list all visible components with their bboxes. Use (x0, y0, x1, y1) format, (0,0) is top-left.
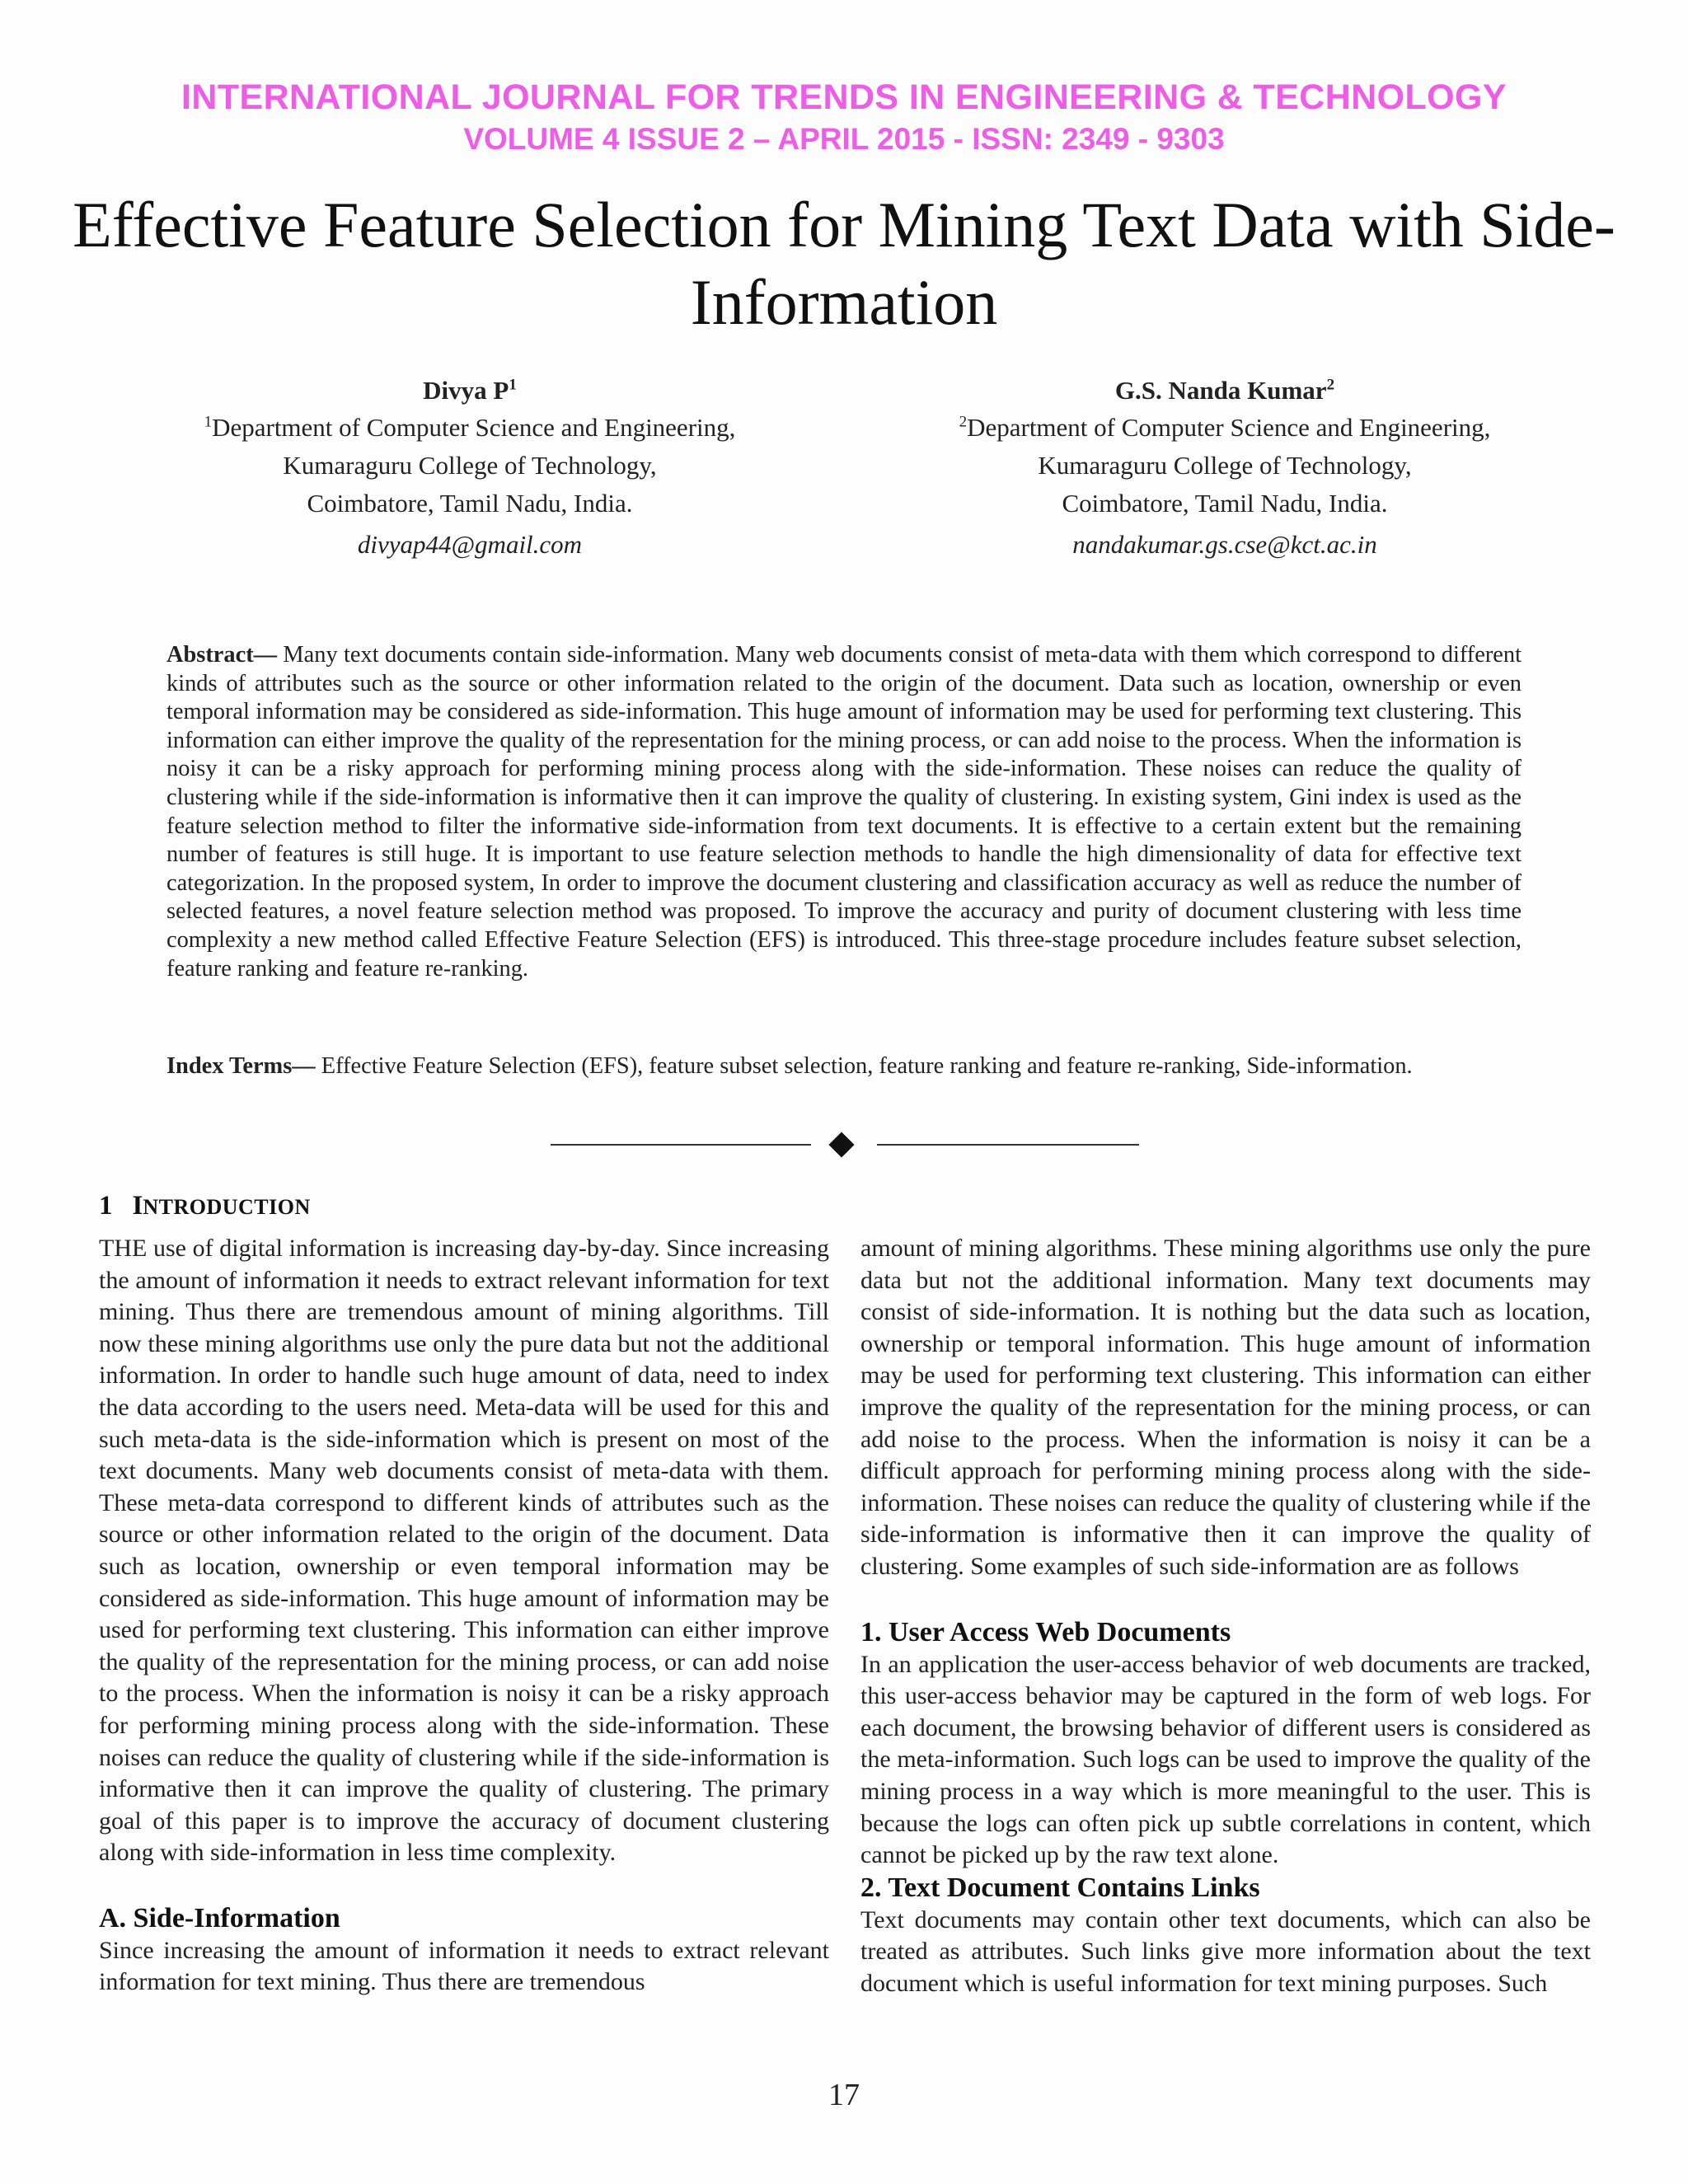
continued-paragraph: amount of mining algorithms. These mining algorithms use only the pure data but not the additional information. Many text documents may consist of side-information. It is nothing but the data such as location, ownership or temporal information. This huge amount of information may be used for performing text clustering. This information can either improve the quality of the representation for the mining process, or can add noise to the process. When the information is noisy it can be a difficult approach for performing mining process along with the side-information. These noises can reduce the quality of clustering while if the side-information is informative then it can improve the quality of clustering. Some examples of such side-information are as follows (860, 1235, 1591, 1580)
journal-name: INTERNATIONAL JOURNAL FOR TRENDS IN ENGINEERING & TECHNOLOGY (181, 77, 1507, 117)
index-terms (166, 1052, 1522, 1081)
divider-rule-left (551, 1144, 811, 1146)
journal-issue: VOLUME 4 ISSUE 2 – APRIL 2015 - ISSN: 2349 - 9303 (463, 122, 1225, 156)
author-name (99, 373, 841, 409)
abstract-label: Abstract— (166, 642, 278, 668)
intro-paragraph (99, 1233, 829, 1869)
divider-rule-right (877, 1144, 1139, 1146)
subsection-heading-side-information: A. Side-Information (99, 1902, 340, 1933)
item-heading-user-access: 1. User Access Web Documents (860, 1616, 1231, 1647)
author-name-text: Divya P (423, 376, 509, 405)
item-paragraph-user-access: In an application the user-access behavior of web documents are tracked, this user-access behavior may be captured in the form of web logs. For each document, the browsing behavior of different users is considered as the meta-information. Such logs can be used to improve the quality of the mining process in a way which is more meaningful to the user. This is because the logs can often pick up subtle correlations in content, which cannot be picked up by the raw text alone. (860, 1650, 1591, 1869)
page-number: 17 (828, 2078, 860, 2112)
section-divider (0, 1129, 1688, 1162)
department-text: Department of Computer Science and Engineering, (212, 413, 736, 442)
author-college: Kumaraguru College of Technology, (283, 451, 657, 480)
author-block-2 (854, 373, 1596, 564)
index-terms-text: Effective Feature Selection (EFS), feature subset selection, feature ranking and feature re-ranking, Side-information. (321, 1053, 1413, 1079)
paper-title: Effective Feature Selection for Mining Text Data with Side-Information (73, 189, 1615, 338)
author-department (854, 409, 1596, 447)
affiliation-superscript: 1 (204, 413, 213, 431)
section-title-initial: I (132, 1191, 143, 1221)
right-column (860, 1233, 1591, 1999)
spacer (860, 1583, 1591, 1616)
section-title-rest: NTRODUCTION (143, 1195, 311, 1219)
section-heading-introduction (99, 1189, 311, 1224)
author-location: Coimbatore, Tamil Nadu, India. (1062, 489, 1388, 518)
abstract-text: Many text documents contain side-information. Many web documents consist of meta-data with them which correspond to different kinds of attributes such as the source or other information related to the origin of the document. Data such as location, ownership or even temporal information may be considered as side-information. This huge amount of information may be used for performing text clustering. This information can either improve the quality of the representation for the mining process, or can add noise to the process. When the information is noisy it can be a risky approach for performing mining process along with the side-information. These noises can reduce the quality of clustering while if the side-information is informative then it can improve the quality of clustering. In existing system, Gini index is used as the feature selection method to filter the informative side-information from text documents. It is effective to a certain extent but the remaining number of features is still huge. It is important to use feature selection methods to handle the high dimensionality of data for effective text categorization. In the proposed system, In order to improve the document clustering and classification accuracy as well as reduce the number of selected features, a novel feature selection method was proposed. To improve the accuracy and purity of document clustering with less time complexity a new method called Effective Feature Selection (EFS) is introduced. This three-stage procedure includes feature subset selection, feature ranking and feature re-ranking. (166, 642, 1522, 982)
index-terms-label: Index Terms— (166, 1053, 316, 1079)
item-paragraph-links: Text documents may contain other text documents, which can also be treated as attributes. Such links give more information about the text document which is useful information for text mining purposes. Such (860, 1905, 1591, 1997)
drop-cap: T (99, 1235, 115, 1262)
author-name-text: G.S. Nanda Kumar (1114, 376, 1327, 405)
abstract (166, 641, 1522, 983)
author-location: Coimbatore, Tamil Nadu, India. (307, 489, 633, 518)
left-column (99, 1233, 829, 1999)
author-superscript: 2 (1326, 376, 1335, 394)
author-name (854, 373, 1596, 409)
department-text: Department of Computer Science and Engineering, (967, 413, 1491, 442)
diamond-icon (828, 1132, 854, 1157)
section-number: 1 (99, 1191, 113, 1221)
subsection-paragraph: Since increasing the amount of information it needs to extract relevant information for text mining. Thus there are tremendous (99, 1936, 829, 1996)
author-college: Kumaraguru College of Technology, (1038, 451, 1412, 480)
spacer (99, 1869, 829, 1902)
author-superscript: 1 (509, 376, 517, 394)
affiliation-superscript: 2 (959, 413, 968, 431)
author-block-1 (99, 373, 841, 564)
intro-paragraph-text: HE use of digital information is increasing day-by-day. Since increasing the amount of information it needs to extract relevant information for text mining. Thus there are tremendous amount of mining algorithms. Till now these mining algorithms use only the pure data but not the additional information. In order to handle such huge amount of data, need to index the data according to the users need. Meta-data will be used for this and such meta-data is the side-information which is present on most of the text documents. Many web documents consist of meta-data with them. These meta-data correspond to different kinds of attributes such as the source or other information related to the origin of the document. Data such as location, ownership or even temporal information may be considered as side-information. This huge amount of information may be used for performing text clustering. This information can either improve the quality of the representation for the mining process, or can add noise to the process. When the information is noisy it can be a risky approach for performing mining process along with the side-information. These noises can reduce the quality of clustering while if the side-information is informative then it can improve the quality of clustering. The primary goal of this paper is to improve the accuracy of document clustering along with side-information in less time complexity. (99, 1235, 829, 1867)
author-department (99, 409, 841, 447)
author-email: nandakumar.gs.cse@kct.ac.in (1072, 530, 1377, 559)
author-email: divyap44@gmail.com (357, 530, 583, 559)
item-heading-links: 2. Text Document Contains Links (860, 1872, 1260, 1903)
